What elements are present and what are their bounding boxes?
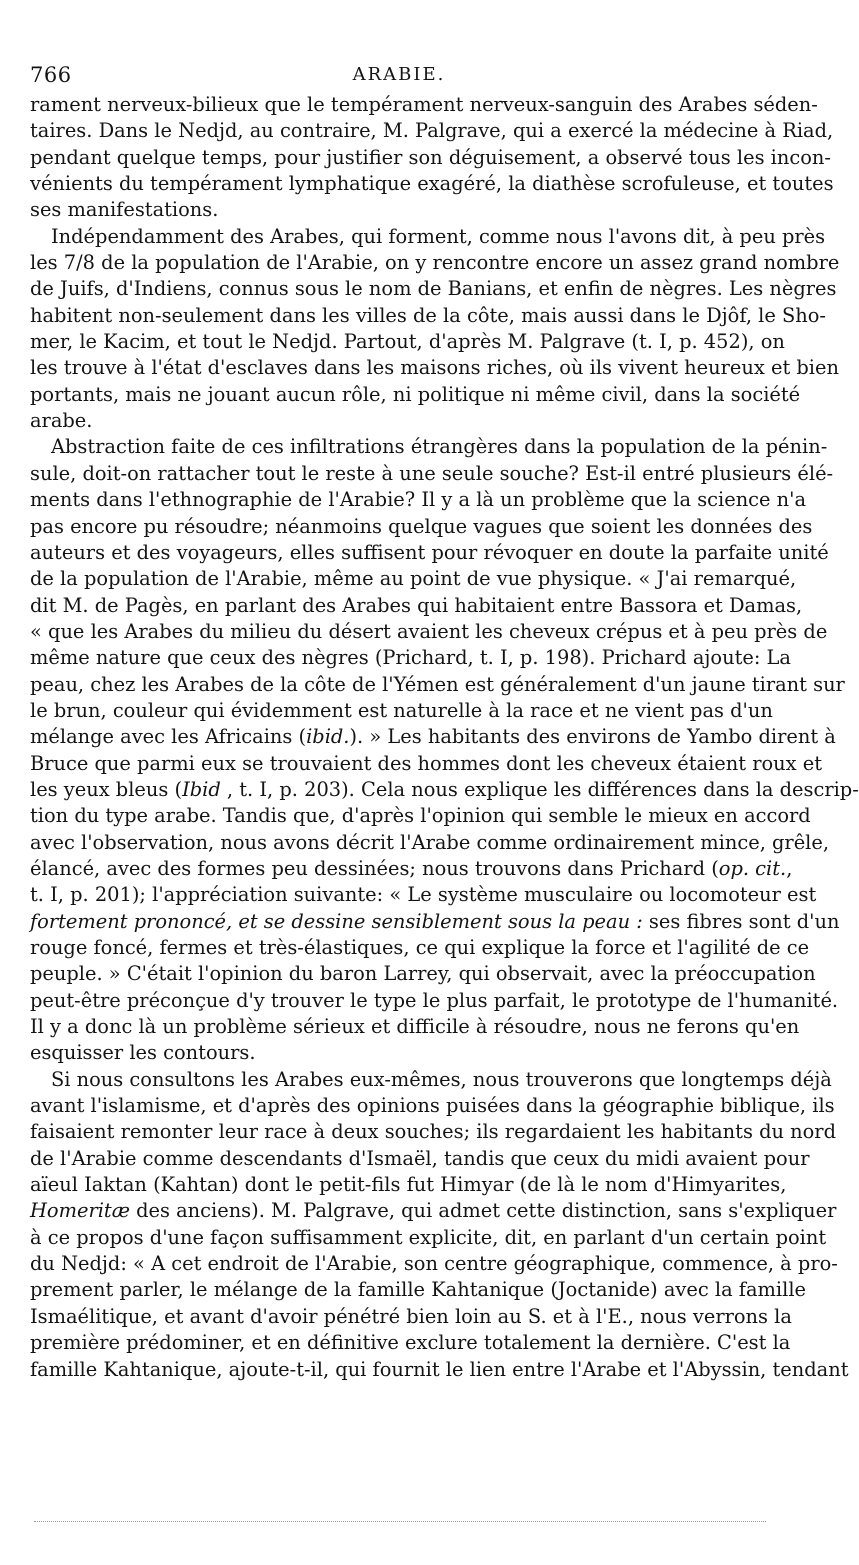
italic-text: Ibid	[182, 777, 221, 801]
text-run: ments dans l'ethnographie de l'Arabie? Il y a là un problème que la science n'a	[30, 488, 807, 512]
text-line	[30, 935, 810, 961]
text-line	[30, 250, 840, 276]
text-line	[30, 329, 785, 355]
book-page	[30, 62, 859, 1383]
text-line	[30, 1067, 832, 1093]
text-run: faisaient remonter leur race à deux souches; ils regardaient les habitants du nord	[30, 1120, 836, 1144]
text-run: Bruce que parmi eux se trouvaient des hommes dont les cheveux étaient roux et	[30, 751, 822, 775]
text-line	[30, 724, 836, 750]
running-title: ARABIE.	[352, 64, 446, 85]
text-line	[30, 619, 828, 645]
text-run: famille Kahtanique, ajoute-t-il, qui fournit le lien entre l'Arabe et l'Abyssin, tendant	[30, 1357, 849, 1381]
text-line	[30, 461, 834, 487]
text-run: peuple. » C'était l'opinion du baron Larrey, qui observait, avec la préoccupation	[30, 962, 816, 986]
text-line	[30, 1357, 849, 1383]
text-run: des anciens). M. Palgrave, qui admet cette distinction, sans s'expliquer	[129, 1199, 837, 1223]
text-line	[30, 1093, 835, 1119]
text-run: Si nous consultons les Arabes eux-mêmes, nous trouverons que longtemps déjà	[51, 1067, 832, 1091]
text-run: t. I, p. 201); l'appréciation suivante: « Le système musculaire ou locomoteur est	[30, 883, 817, 907]
text-line	[30, 276, 837, 302]
text-run: ses fibres sont d'un	[642, 909, 840, 933]
text-line	[30, 803, 811, 829]
text-run: le brun, couleur qui évidemment est naturelle à la race et ne vient pas d'un	[30, 698, 773, 722]
text-line	[30, 1146, 810, 1172]
text-line	[30, 909, 840, 935]
paragraph	[30, 434, 859, 1066]
text-run: de Juifs, d'Indiens, connus sous le nom de Banians, et enfin de nègres. Les nègres	[30, 277, 837, 301]
text-line	[30, 1119, 836, 1145]
text-line	[30, 1277, 806, 1303]
text-run: « que les Arabes du milieu du désert avaient les cheveux crépus et à peu près de	[30, 619, 828, 643]
paragraph	[30, 1067, 849, 1383]
text-run: élancé, avec des formes peu dessinées; nous trouvons dans Prichard (	[30, 856, 719, 880]
text-line	[30, 382, 801, 408]
text-line	[30, 303, 826, 329]
text-line	[30, 1014, 800, 1040]
text-run: Il y a donc là un problème sérieux et difficile à résoudre, nous ne ferons qu'en	[30, 1015, 800, 1039]
text-run: ,	[786, 856, 793, 880]
text-run: ses manifestations.	[30, 198, 219, 222]
text-line	[30, 1172, 787, 1198]
text-run: du Nedjd: « A cet endroit de l'Arabie, son centre géographique, commence, à pro-	[30, 1252, 838, 1276]
text-line	[30, 566, 797, 592]
text-run: auteurs et des voyageurs, elles suffisent pour révoquer en doute la parfaite unité	[30, 540, 829, 564]
text-line	[30, 751, 822, 777]
text-line	[30, 882, 817, 908]
text-run: avec l'observation, nous avons décrit l'Arabe comme ordinairement mince, grêle,	[30, 830, 830, 854]
italic-text: ibid.	[306, 725, 350, 749]
text-run: mélange avec les Africains (	[30, 725, 307, 749]
paragraph	[30, 92, 834, 224]
text-run: les yeux bleus (	[30, 777, 183, 801]
text-line	[30, 961, 816, 987]
text-line	[30, 856, 793, 882]
text-line	[30, 514, 813, 540]
text-line	[30, 355, 839, 381]
text-line	[30, 777, 859, 803]
text-run: rouge foncé, fermes et très-élastiques, ce qui explique la force et l'agilité de ce	[30, 936, 810, 959]
text-line	[30, 1304, 792, 1330]
text-run: de l'Arabie comme descendants d'Ismaël, tandis que ceux du midi avaient pour	[30, 1146, 810, 1170]
text-line	[30, 118, 834, 144]
text-run: tion du type arabe. Tandis que, d'après l'opinion qui semble le mieux en accord	[30, 804, 811, 828]
text-run: Indépendamment des Arabes, qui forment, comme nous l'avons dit, à peu près	[51, 224, 826, 248]
text-run: habitent non-seulement dans les villes de la côte, mais aussi dans le Djôf, le Sho-	[30, 303, 826, 327]
footer-dotted-rule	[34, 1521, 766, 1522]
text-run: vénients du tempérament lymphatique exagéré, la diathèse scrofuleuse, et toutes	[30, 172, 834, 196]
text-line	[30, 487, 807, 513]
running-header	[30, 62, 768, 92]
text-run: première prédominer, et en définitive exclure totalement la dernière. C'est la	[30, 1331, 791, 1355]
text-line	[30, 92, 818, 118]
text-run: esquisser les contours.	[30, 1041, 256, 1065]
text-run: arabe.	[30, 409, 93, 433]
text-line	[30, 830, 830, 856]
text-run: à ce propos d'une façon suffisamment explicite, dit, en parlant d'un certain point	[30, 1225, 827, 1249]
text-run: Ismaélitique, et avant d'avoir pénétré bien loin au S. et à l'E., nous verrons la	[30, 1304, 792, 1328]
text-run: rament nerveux-bilieux que le tempérament nerveux-sanguin des Arabes séden-	[30, 93, 818, 116]
text-run: les 7/8 de la population de l'Arabie, on y rencontre encore un assez grand nombre	[30, 251, 840, 275]
text-run: aïeul Iaktan (Kahtan) dont le petit-fils fut Himyar (de là le nom d'Himyarites,	[30, 1173, 787, 1197]
text-line	[30, 645, 791, 671]
paragraph	[30, 224, 840, 435]
text-run: avant l'islamisme, et d'après des opinions puisées dans la géographie biblique, ils	[30, 1094, 835, 1118]
text-run: peau, chez les Arabes de la côte de l'Yémen est généralement d'un jaune tirant sur	[30, 672, 845, 696]
text-run: taires. Dans le Nedjd, au contraire, M. Palgrave, qui a exercé la médecine à Riad,	[30, 119, 834, 143]
text-line	[30, 1251, 838, 1277]
text-line	[30, 1040, 768, 1066]
text-line	[30, 698, 773, 724]
body-text	[30, 92, 859, 1383]
text-run: ). » Les habitants des environs de Yambo dirent à	[349, 725, 836, 749]
text-run: prement parler, le mélange de la famille Kahtanique (Joctanide) avec la famille	[30, 1278, 806, 1302]
text-line	[30, 1198, 837, 1224]
text-line	[30, 593, 803, 619]
text-line	[30, 1330, 791, 1356]
text-run: les trouve à l'état d'esclaves dans les maisons riches, où ils vivent heureux et bien	[30, 356, 839, 380]
text-line	[30, 988, 839, 1014]
text-run: portants, mais ne jouant aucun rôle, ni politique ni même civil, dans la société	[30, 382, 801, 406]
page-number: 766	[30, 63, 72, 87]
text-run: Abstraction faite de ces infiltrations étrangères dans la population de la pénin-	[51, 435, 828, 459]
text-run: , t. I, p. 203). Cela nous explique les différences dans la descrip-	[220, 777, 859, 801]
text-line	[30, 224, 826, 250]
text-run: mer, le Kacim, et tout le Nedjd. Partout, d'après M. Palgrave (t. I, p. 452), on	[30, 330, 785, 354]
italic-text: fortement prononcé, et se dessine sensiblement sous la peau :	[30, 909, 643, 933]
text-run: peut-être préconçue d'y trouver le type le plus parfait, le prototype de l'humanité.	[30, 988, 839, 1012]
text-line	[30, 540, 829, 566]
text-run: pendant quelque temps, pour justifier son déguisement, a observé tous les incon-	[30, 145, 831, 169]
text-line	[30, 145, 831, 171]
text-line	[30, 171, 834, 197]
text-run: de la population de l'Arabie, même au point de vue physique. « J'ai remarqué,	[30, 567, 797, 591]
text-line	[30, 197, 768, 223]
text-run: même nature que ceux des nègres (Prichard, t. I, p. 198). Prichard ajoute: La	[30, 646, 791, 670]
text-line	[30, 672, 845, 698]
text-run: sule, doit-on rattacher tout le reste à une seule souche? Est-il entré plusieurs élé-	[30, 461, 834, 485]
text-line	[30, 408, 768, 434]
text-line	[30, 1225, 827, 1251]
text-run: dit M. de Pagès, en parlant des Arabes qui habitaient entre Bassora et Damas,	[30, 593, 803, 617]
italic-text: Homeritæ	[30, 1199, 130, 1223]
text-line	[30, 434, 828, 460]
text-run: pas encore pu résoudre; néanmoins quelque vagues que soient les données des	[30, 514, 813, 538]
italic-text: op. cit.	[718, 856, 787, 880]
